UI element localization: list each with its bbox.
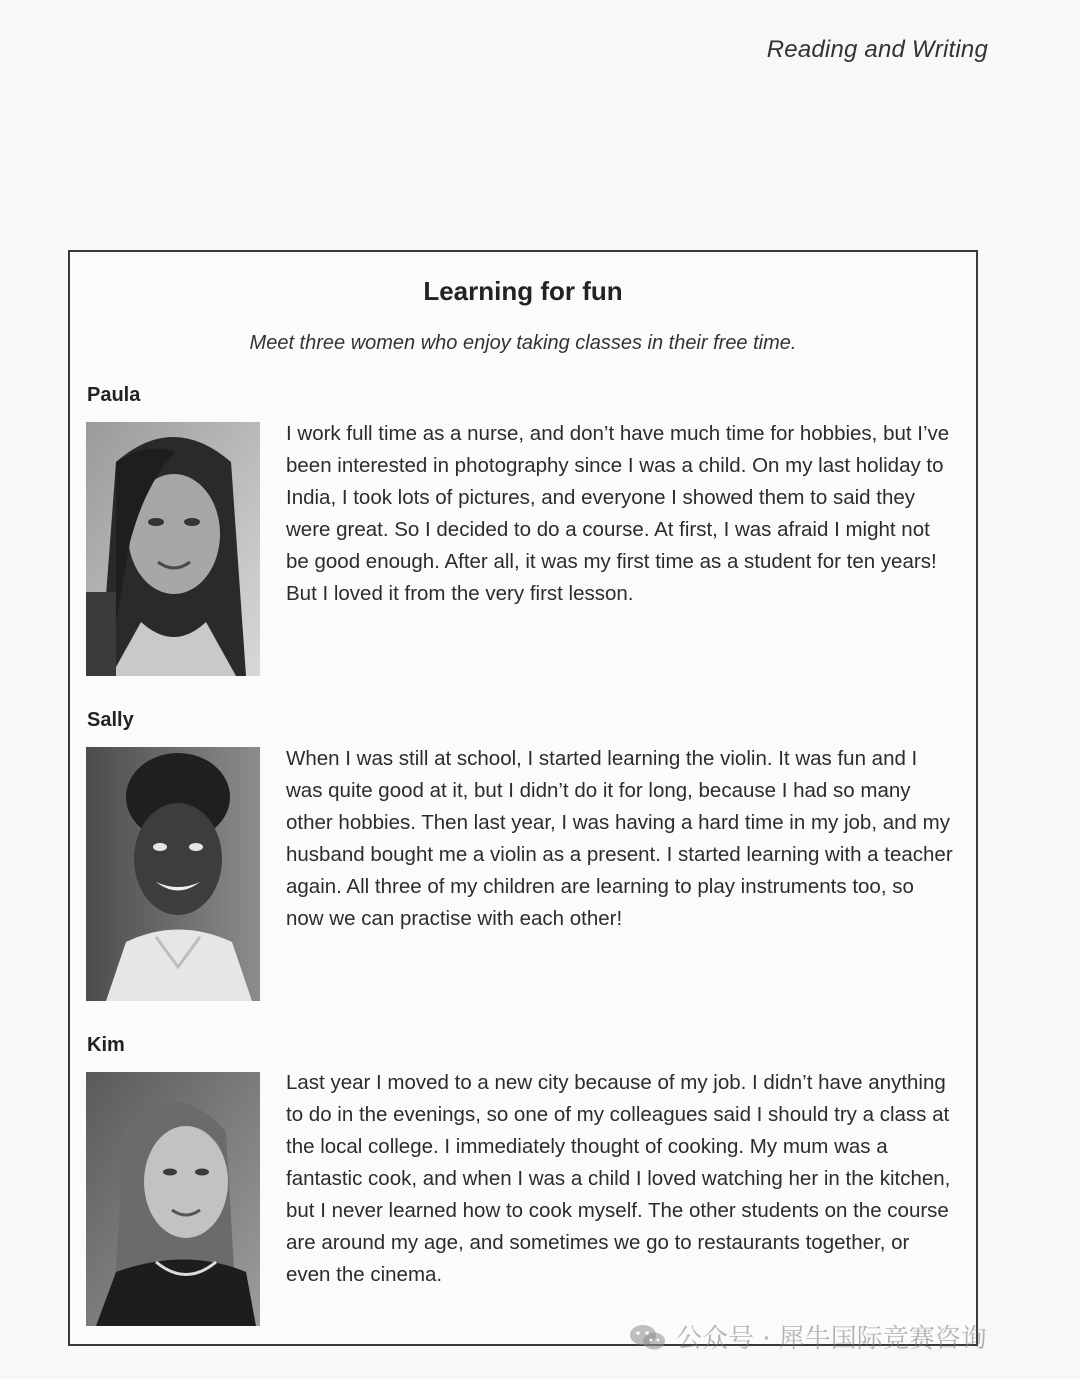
photo-paula xyxy=(86,422,260,676)
watermark-text: 公众号 · 犀牛国际竞赛咨询 xyxy=(676,1324,987,1354)
wechat-icon xyxy=(628,1322,668,1352)
section-header: Reading and Writing xyxy=(766,36,988,63)
person-text-sally: When I was still at school, I started learning the violin. It was fun and I was quite good at it, but I didn’t do it for long, because I had so many other hobbies. Then last year, I was having a hard time in my job, and my husband bought me a violin as a present. I started learning with a teacher again. All three of my children are learning to play instruments too, so now we can practise with each other! xyxy=(286,747,953,930)
photo-kim xyxy=(86,1072,260,1326)
person-name-kim: Kim xyxy=(87,1034,125,1056)
person-name-paula: Paula xyxy=(87,384,141,406)
article-title: Learning for fun xyxy=(423,276,623,306)
watermark xyxy=(628,1318,987,1355)
person-text-kim: Last year I moved to a new city because of my job. I didn’t have anything to do in the evenings, so one of my colleagues said I should try a class at the local college. I immediately thought of cooking. My mum was a fantastic cook, and when I was a child I loved watching her in the kitchen, but I never learned how to cook myself. The other students on the course are around my age, and sometimes we go to restaurants together, or even the cinema. xyxy=(286,1071,951,1286)
person-name-sally: Sally xyxy=(87,709,134,731)
article-subtitle: Meet three women who enjoy taking classes in their free time. xyxy=(249,332,797,354)
photo-sally xyxy=(86,747,260,1001)
person-text-paula: I work full time as a nurse, and don’t have much time for hobbies, but I’ve been interested in photography since I was a child. On my last holiday to India, I took lots of pictures, and everyone I showed them to said they were great. So I decided to do a course. At first, I was afraid I might not be good enough. After all, it was my first time as a student for ten years! But I loved it from the very first lesson. xyxy=(286,422,950,605)
